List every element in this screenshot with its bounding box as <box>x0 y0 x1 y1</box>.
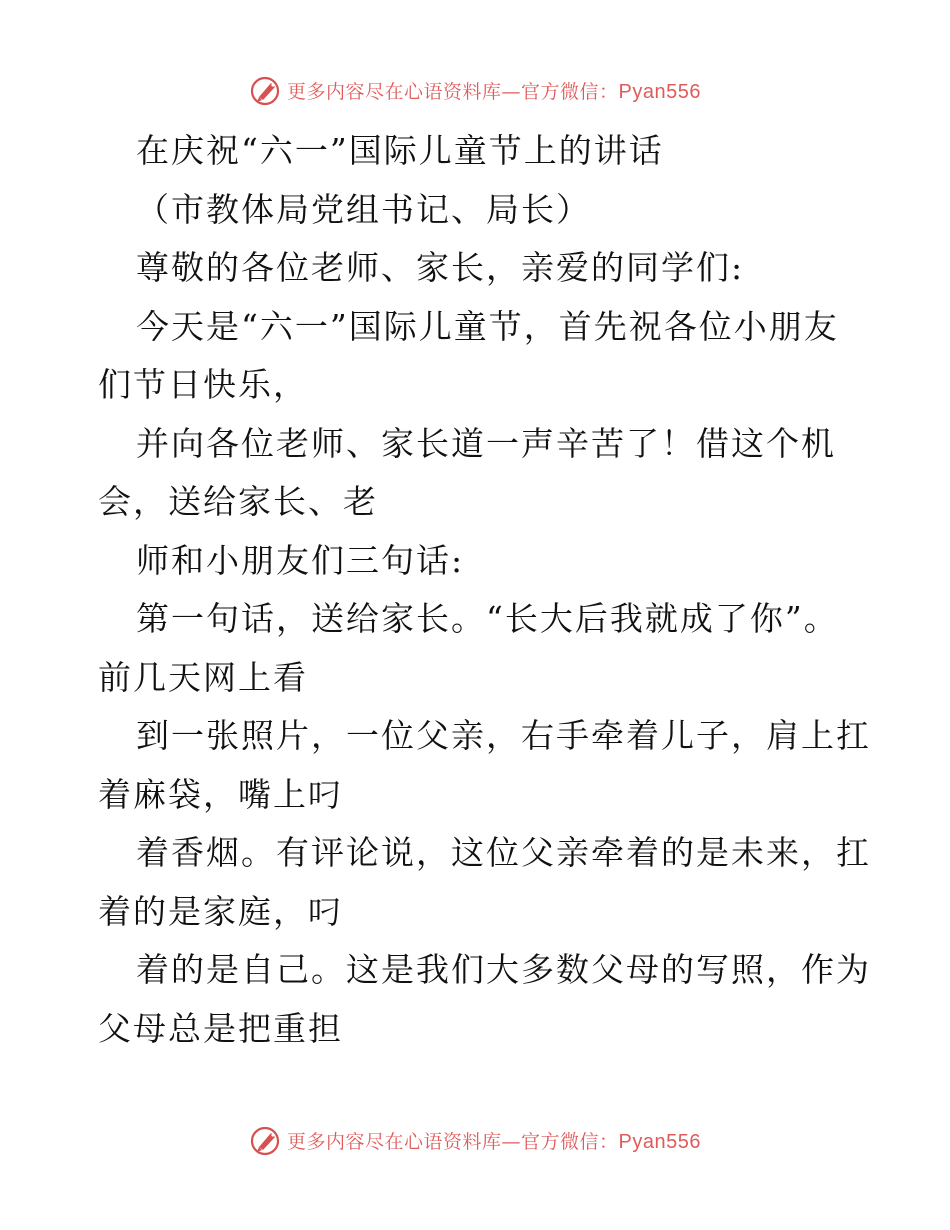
text-line: 们节日快乐， <box>98 365 308 404</box>
document-body <box>98 122 871 1058</box>
text-line: 着的是家庭，叼 <box>98 891 343 931</box>
text-line: 第一句话，送给家长。“长大后我就成了你”。 <box>136 599 839 638</box>
text-line: （市教体局党组书记、局长） <box>136 189 591 229</box>
text-line: 会，送给家长、老 <box>98 482 378 521</box>
text-line: 到一张照片，一位父亲，右手牵着儿子，肩上扛 <box>136 716 871 755</box>
text-line: 着的是自己。这是我们大多数父母的写照，作为 <box>136 950 871 989</box>
text-line: 师和小朋友们三句话: <box>136 540 465 580</box>
footer-watermark <box>0 1120 950 1160</box>
text-line: 在庆祝“六一”国际儿童节上的讲话 <box>136 131 664 170</box>
text-line: 并向各位老师、家长道一声辛苦了！借这个机 <box>136 423 836 463</box>
text-line: 尊敬的各位老师、家长，亲爱的同学们: <box>136 248 745 287</box>
text-line: 前几天网上看 <box>98 657 308 697</box>
text-line: 着香烟。有评论说，这位父亲牵着的是未来，扛 <box>136 833 871 872</box>
watermark-wechat-id: Pyan556 <box>618 1130 701 1153</box>
watermark-wechat-id: Pyan556 <box>618 80 701 103</box>
text-line: 今天是“六一”国际儿童节，首先祝各位小朋友 <box>136 306 839 346</box>
watermark-text: 更多内容尽在心语资料库—官方微信： <box>287 1130 619 1153</box>
pen-nib-logo-icon <box>249 1123 283 1157</box>
text-line: 着麻袋，嘴上叼 <box>98 774 343 814</box>
text-line: 父母总是把重担 <box>98 1008 343 1048</box>
watermark-text: 更多内容尽在心语资料库—官方微信： <box>287 80 619 103</box>
pen-nib-logo-icon <box>249 73 283 107</box>
header-watermark <box>0 70 950 110</box>
